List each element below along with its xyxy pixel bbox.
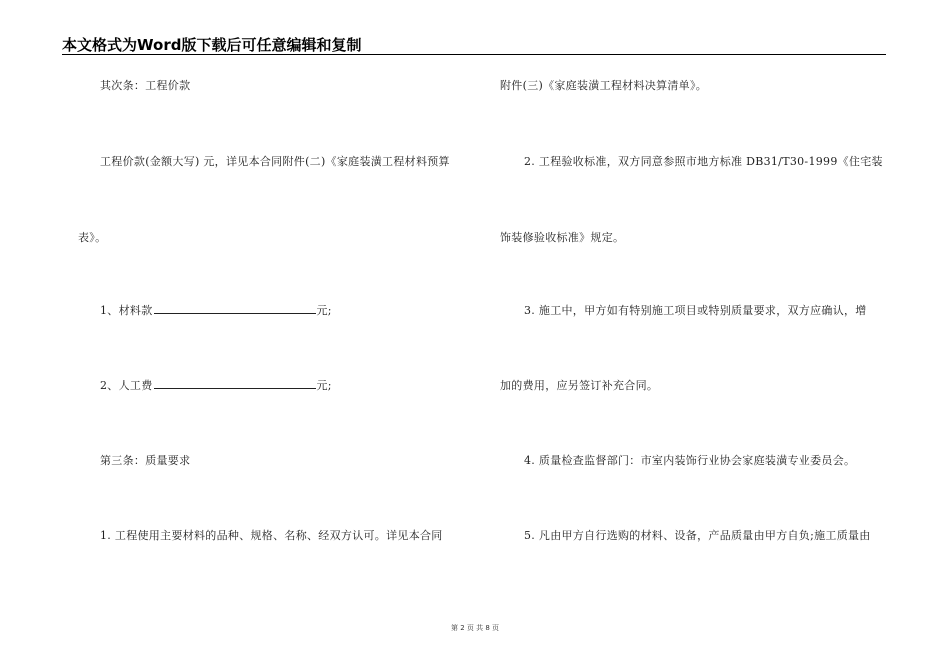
quality-item-3-line-2: 加的费用，应另签订补充合同。: [500, 379, 659, 392]
document-header-title: 本文格式为Word版下载后可任意编辑和复制: [62, 36, 362, 54]
quality-item-3-line-1: 3. 施工中，甲方如有特别施工项目或特别质量要求，双方应确认，增: [524, 304, 867, 317]
material-cost-line: [100, 304, 332, 318]
labor-cost-blank: [154, 388, 316, 389]
clause-3-heading: 第三条：质量要求: [100, 454, 191, 467]
labor-cost-line: [100, 379, 332, 393]
quality-item-4: 4. 质量检查监督部门：市室内装饰行业协会家庭装潢专业委员会。: [524, 454, 856, 467]
quality-item-1-line-2: 附件(三)《家庭装潢工程材料决算清单》。: [500, 79, 708, 92]
labor-cost-label: 2、人工费: [100, 379, 153, 392]
price-paragraph-line-1: 工程价款(金额大写) 元，详见本合同附件(二)《家庭装潢工程材料预算: [100, 155, 450, 168]
material-cost-label: 1、材料款: [100, 304, 153, 317]
quality-item-1-line-1: 1. 工程使用主要材料的品种、规格、名称、经双方认可。详见本合同: [100, 529, 443, 542]
header-rule: [62, 54, 886, 55]
quality-item-2-line-1: 2. 工程验收标准，双方同意参照市地方标准 DB31/T30-1999《住宅装: [524, 155, 883, 168]
quality-item-5-line-1: 5. 凡由甲方自行选购的材料、设备，产品质量由甲方自负;施工质量由: [524, 529, 871, 542]
labor-cost-unit: 元;: [316, 379, 332, 392]
material-cost-blank: [154, 313, 316, 314]
price-paragraph-line-2: 表》。: [78, 231, 107, 244]
page-number: 第 2 页 共 8 页: [450, 624, 500, 632]
clause-2-heading: 其次条：工程价款: [100, 79, 191, 92]
quality-item-2-line-2: 饰装修验收标准》规定。: [500, 231, 625, 244]
material-cost-unit: 元;: [316, 304, 332, 317]
